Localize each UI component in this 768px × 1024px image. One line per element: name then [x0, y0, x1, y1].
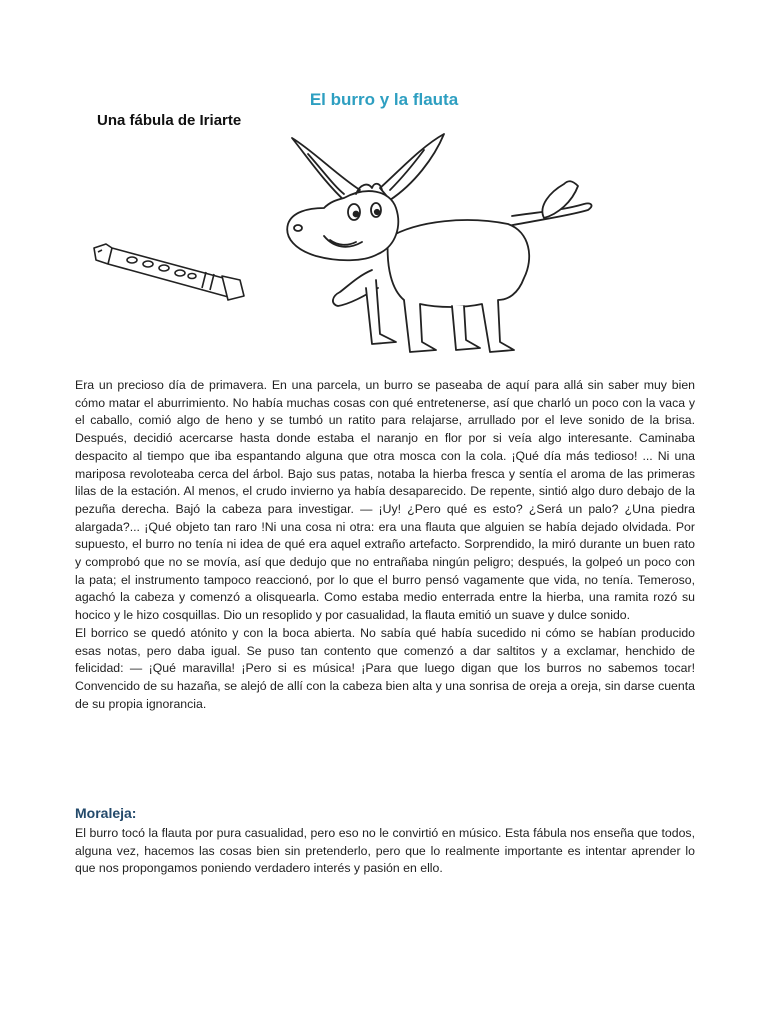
story-text [75, 377, 695, 713]
moral-heading: Moraleja: [75, 805, 137, 821]
donkey-illustration [268, 128, 608, 360]
flute-illustration [88, 236, 248, 306]
page-title: El burro y la flauta [309, 90, 459, 109]
story-paragraph: Era un precioso día de primavera. En una parcela, un burro se paseaba de aquí para allá sin saber muy bien cómo matar el aburrimiento. No había muchas cosas con qué entretenerse, así que charló un poco con la vaca y el caballo, comió algo de heno y se tumbó un ratito para relajarse, arrullado por el leve sonido de la brisa. Después, decidió acercarse hasta donde estaba el naranjo en flor por si veía algo interesante. Caminaba despacito al tiempo que iba espantando alguna que otra mosca con la cola. ¡Qué día más tedioso! ... Ni una mariposa revoloteaba cerca del árbol. Bajo sus patas, notaba la hierba fresca y sentía el aroma de las primeras lilas de la estación. Al menos, el crudo invierno ya había desaparecido. De repente, sintió algo duro debajo de la pezuña derecha. Bajó la cabeza para investigar. — ¡Uy! ¿Pero qué es esto? ¿Será un palo? ¿Una piedra alargada?... ¡Qué objeto tan raro !Ni una cosa ni otra: era una flauta que alguien se había dejado olvidada. Por supuesto, el burro no tenía ni idea de qué era aquel extraño artefacto. Sorprendido, la miró durante un buen rato y comprobó que no se movía, así que dedujo que no entrañaba ningún peligro; después, la golpeó un poco con la pata; el instrumento tampoco reaccionó, por lo que el burro pensó vagamente que vida, no tenía. Temeroso, agachó la cabeza y comenzó a olisquearla. Como estaba medio enterrada entre la hierba, una ramita rozó su hocico y le hizo cosquillas. Dio un resoplido y por casualidad, la flauta emitió un suave y dulce sonido. [75, 378, 695, 623]
page-subtitle: Una fábula de Iriarte [97, 112, 242, 129]
moral-text: El burro tocó la flauta por pura casualidad, pero eso no le convirtió en músico. Esta fábula nos enseña que todos, alguna vez, hacemos las cosas bien sin pretenderlo, pero que lo realmente importante es intentar aprender lo que nos propongamos poniendo verdadero interés y pasión en ello. [75, 826, 695, 876]
story-paragraph: El borrico se quedó atónito y con la boca abierta. No sabía qué había sucedido ni cómo se habían producido esas notas, pero daba igual. Se puso tan contento que comenzó a dar saltitos y a exclamar, henchido de felicidad: — ¡Qué maravilla! ¡Pero si es música! ¡Para que luego digan que los burros no sabemos tocar! Convencido de su hazaña, se alejó de allí con la cabeza bien alta y una sonrisa de oreja a oreja, sin darse cuenta de su propia ignorancia. [75, 625, 695, 711]
